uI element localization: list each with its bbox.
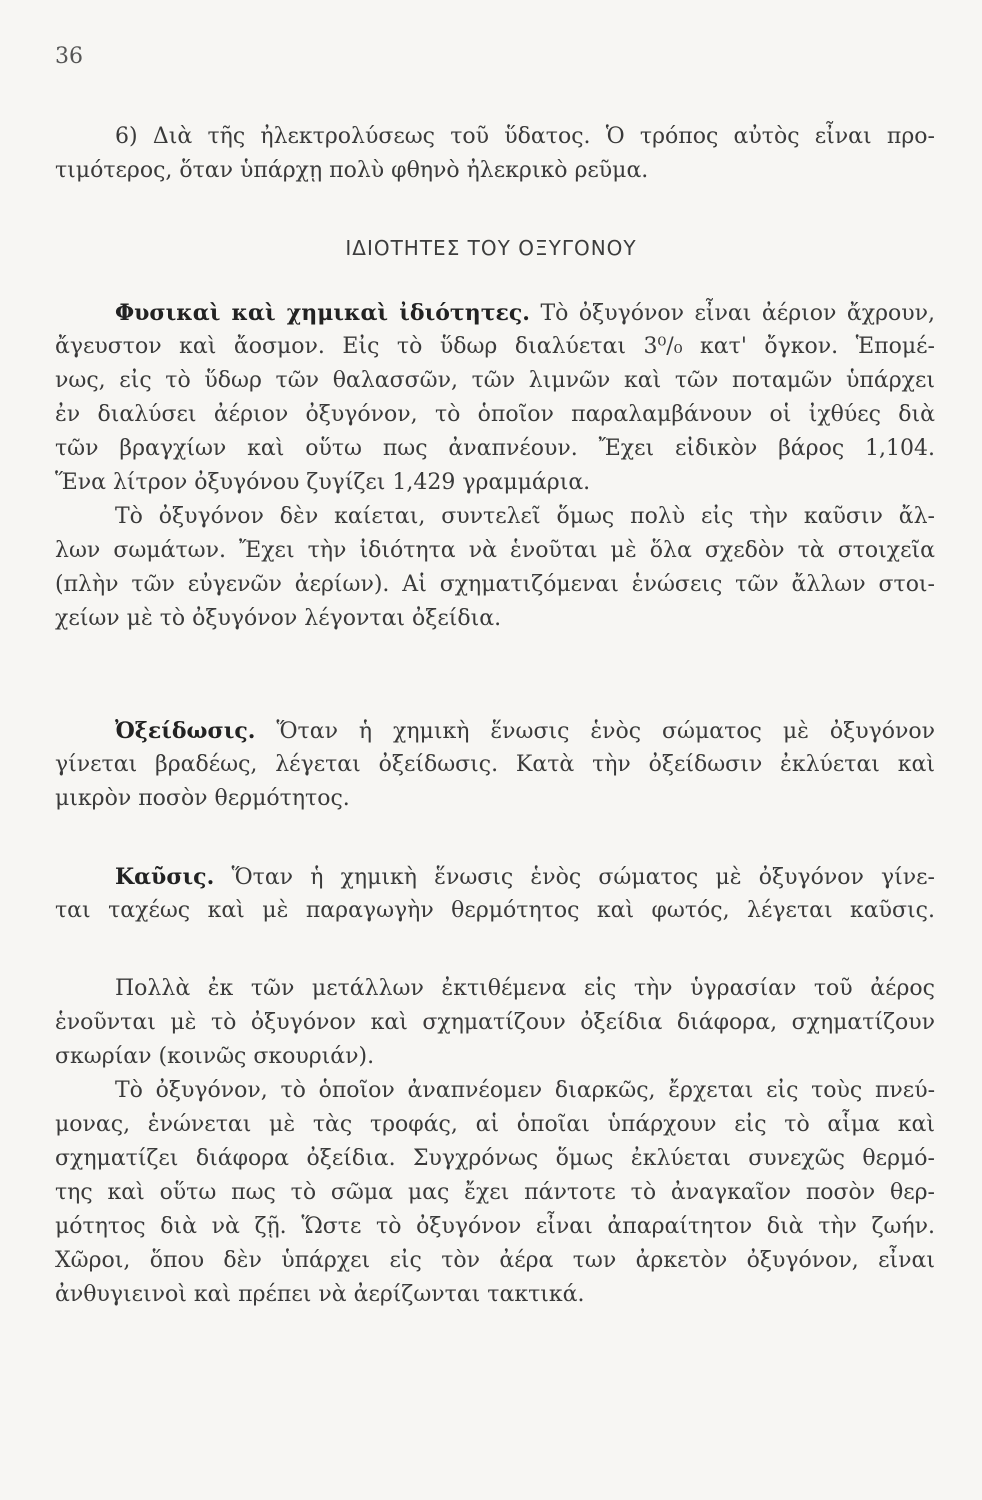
section-heading: ΙΔΙΟΤΗΤΕΣ ΤΟΥ ΟΞΥΓΟΝΟΥ <box>345 236 637 260</box>
text-line: τιμότερος, ὅταν ὑπάρχῃ πολὺ φθηνὸ ἠλεκρικὸ ρεῦμα. <box>55 158 649 183</box>
text-run: Ὅταν ἡ χημικὴ ἕνωσις ἑνὸς σώματος μὲ ὀξυγόνον <box>255 719 935 744</box>
properties-title: Φυσικαὶ καὶ χημικαὶ ἰδιότητες. <box>115 300 530 326</box>
text-line: Χῶροι, ὅπου δὲν ὑπάρχει εἰς τὸν ἀέρα των ἀρκετὸν ὀξυγόνον, εἶναι <box>55 1248 935 1273</box>
intro-paragraph <box>55 120 935 188</box>
metals-paragraph <box>55 972 935 1312</box>
text-line: 6) Διὰ τῆς ἠλεκτρολύσεως τοῦ ὕδατος. Ὁ τρόπος αὐτὸς εἶναι προ- <box>115 124 935 149</box>
text-line: χείων μὲ τὸ ὀξυγόνον λέγονται ὀξείδια. <box>55 606 502 631</box>
text-line: ἀνθυγιεινοὶ καὶ πρέπει νὰ ἀερίζωνται τακτικά. <box>55 1282 585 1307</box>
text-line: μονας, ἑνώνεται μὲ τὰς τροφάς, αἱ ὁποῖαι ὑπάρχουν εἰς τὸ αἷμα καὶ <box>55 1112 935 1137</box>
text-line: ἐν διαλύσει ἀέριον ὀξυγόνον, τὸ ὁποῖον παραλαμβάνουν οἱ ἰχθύες διὰ <box>55 402 935 427</box>
text-run: Τὸ ὀξυγόνον εἶναι ἀέριον ἄχρουν, <box>529 301 935 326</box>
text-line: μότητος διὰ νὰ ζῇ. Ὥστε τὸ ὀξυγόνον εἶναι ἀπαραίτητον διὰ τὴν ζωήν. <box>55 1214 935 1239</box>
text-line <box>55 296 935 330</box>
text-line: Πολλὰ ἐκ τῶν μετάλλων ἐκτιθέμενα εἰς τὴν ὑγρασίαν τοῦ ἀέρος <box>115 976 935 1001</box>
text-line: Τὸ ὀξυγόνον, τὸ ὁποῖον ἀναπνέομεν διαρκῶς, ἔρχεται εἰς τοὺς πνεύ- <box>115 1078 935 1103</box>
text-line <box>55 714 935 748</box>
text-line: λων σωμάτων. Ἔχει τὴν ἰδιότητα νὰ ἑνοῦται μὲ ὅλα σχεδὸν τὰ στοιχεῖα <box>55 538 935 563</box>
text-line: νως, εἰς τὸ ὕδωρ τῶν θαλασσῶν, τῶν λιμνῶν καὶ τῶν ποταμῶν ὑπάρχει <box>55 368 935 393</box>
text-line: σκωρίαν (κοινῶς σκουριάν). <box>55 1044 375 1069</box>
text-line: ἄγευστον καὶ ἄοσμον. Εἰς τὸ ὕδωρ διαλύεται 3⁰/₀ κατ' ὄγκον. Ἑπομέ- <box>55 334 935 359</box>
text-line: (πλὴν τῶν εὐγενῶν ἀερίων). Αἱ σχηματιζόμεναι ἑνώσεις τῶν ἄλλων στοι- <box>55 572 935 597</box>
text-line: Ἕνα λίτρον ὀξυγόνου ζυγίζει 1,429 γραμμάρια. <box>55 470 591 495</box>
properties-paragraph <box>55 296 935 636</box>
text-line: τῶν βραγχίων καὶ οὕτω πως ἀναπνέουν. Ἔχει εἰδικὸν βάρος 1,104. <box>55 436 935 461</box>
combustion-paragraph <box>55 860 935 928</box>
oxidation-title: Ὀξείδωσις. <box>115 718 256 744</box>
text-line: Τὸ ὀξυγόνον δὲν καίεται, συντελεῖ ὅμως πολὺ εἰς τὴν καῦσιν ἄλ- <box>115 504 935 529</box>
text-line: γίνεται βραδέως, λέγεται ὀξείδωσις. Κατὰ τὴν ὀξείδωσιν ἐκλύεται καὶ <box>55 752 935 777</box>
text-line: ἑνοῦνται μὲ τὸ ὀξυγόνον καὶ σχηματίζουν ὀξείδια διάφορα, σχηματίζουν <box>55 1010 935 1035</box>
text-line: μικρὸν ποσὸν θερμότητος. <box>55 786 350 811</box>
text-line: ται ταχέως καὶ μὲ παραγωγὴν θερμότητος καὶ φωτός, λέγεται καῦσις. <box>55 898 935 923</box>
text-line: της καὶ οὕτω πως τὸ σῶμα μας ἔχει πάντοτε τὸ ἀναγκαῖον ποσὸν θερ- <box>55 1180 935 1205</box>
combustion-title: Καῦσις. <box>115 864 215 890</box>
oxidation-paragraph <box>55 714 935 816</box>
text-line: σχηματίζει διάφορα ὀξείδια. Συγχρόνως ὅμως ἐκλύεται συνεχῶς θερμό- <box>55 1146 935 1171</box>
page-number: 36 <box>55 44 83 69</box>
text-line <box>55 860 935 894</box>
text-run: Ὅταν ἡ χημικὴ ἕνωσις ἑνὸς σώματος μὲ ὀξυγόνον γίνε- <box>214 865 935 890</box>
